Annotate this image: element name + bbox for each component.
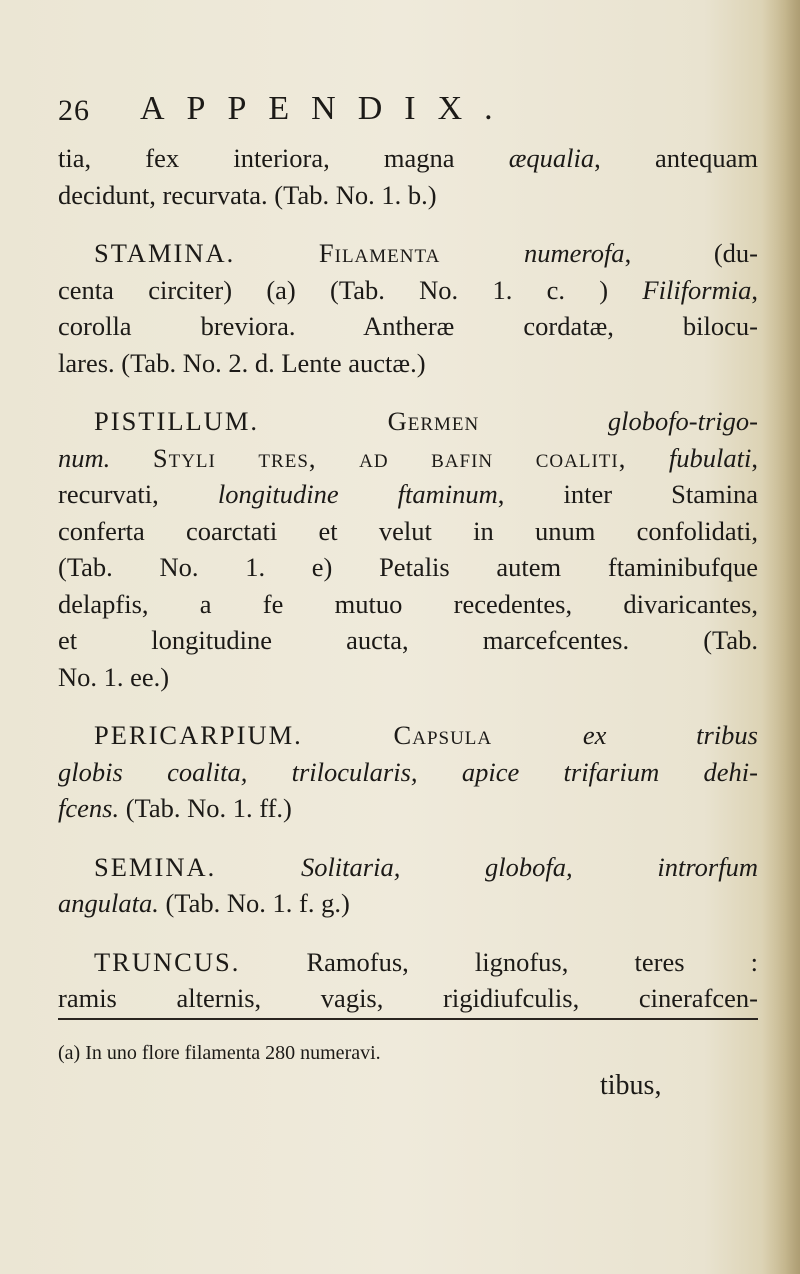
section-heading: TRUNCUS. xyxy=(94,946,241,977)
paragraph-pericarpium xyxy=(58,717,758,827)
paragraph-stamina xyxy=(58,235,758,381)
text-line: recurvati, longitudine ftaminum, inter Stamina xyxy=(58,479,758,509)
text-line: conferta coarctati et velut in unum confolidati, xyxy=(58,515,758,546)
catchword: tibus, xyxy=(600,1070,662,1101)
section-heading: PISTILLUM. xyxy=(94,406,260,436)
page-number: 26 xyxy=(58,94,90,127)
text-line: No. 1. ee.) xyxy=(58,661,170,692)
text-line: delapfis, a fe mutuo recedentes, divaricantes, xyxy=(58,588,758,619)
footnote: (a) In uno flore filamenta 280 numeravi. xyxy=(58,1042,381,1064)
paragraph-pistillum xyxy=(58,403,758,695)
text-line: TRUNCUS. Ramofus, lignofus, teres : xyxy=(94,946,758,977)
text-line: globis coalita, trilocularis, apice trifarium dehi- xyxy=(58,756,758,787)
paragraph-truncus xyxy=(58,944,758,1017)
footnote-rule xyxy=(58,1018,758,1020)
paragraph-semina xyxy=(58,849,758,922)
page-edge-shadow xyxy=(762,0,800,1274)
text-line: STAMINA. Filamenta numerofa, (du- xyxy=(94,238,758,268)
text-line: angulata. (Tab. No. 1. f. g.) xyxy=(58,888,350,918)
body-text xyxy=(58,140,758,1017)
text-line: corolla breviora. Antheræ cordatæ, bilocu- xyxy=(58,311,758,341)
text-line: decidunt, recurvata. (Tab. No. 1. b.) xyxy=(58,179,437,210)
text-line: lares. (Tab. No. 2. d. Lente auctæ.) xyxy=(58,347,426,378)
text-line: SEMINA. Solitaria, globofa, introrfum xyxy=(94,851,758,882)
text-line: fcens. (Tab. No. 1. ff.) xyxy=(58,793,292,823)
section-heading: SEMINA. xyxy=(94,851,217,882)
text-line: ramis alternis, vagis, rigidiufculis, cinerafcen- xyxy=(58,983,758,1013)
text-line: et longitudine aucta, marcefcentes. (Tab. xyxy=(58,625,758,655)
text-line: tia, fex interiora, magna æqualia, antequam xyxy=(58,143,758,173)
running-head xyxy=(58,90,758,134)
text-line: PISTILLUM. Germen globofo-trigo- xyxy=(94,406,758,436)
text-line: PERICARPIUM. Capsula ex tribus xyxy=(94,720,758,750)
running-title: APPENDIX. xyxy=(140,90,515,127)
section-heading: STAMINA. xyxy=(94,238,236,268)
section-heading: PERICARPIUM. xyxy=(94,720,303,750)
text-line: (Tab. No. 1. e) Petalis autem ftaminibufque xyxy=(58,552,758,582)
text-line: centa circiter) (a) (Tab. No. 1. c. ) Filiformia, xyxy=(58,274,758,305)
text-line: num. Styli tres, ad bafin coaliti, fubulati, xyxy=(58,442,758,473)
